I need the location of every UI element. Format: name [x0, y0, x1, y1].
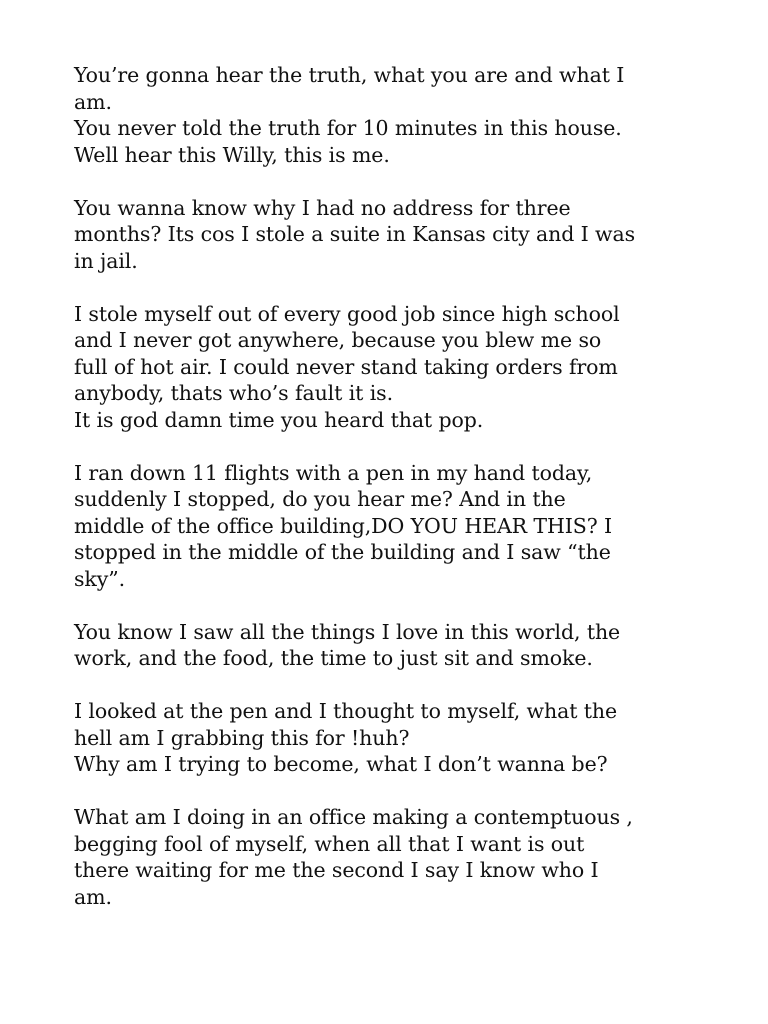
paragraph-7 — [74, 804, 728, 910]
text-line: Well hear this Willy, this is me. — [74, 142, 390, 167]
paragraph-4 — [74, 460, 728, 593]
text-line: middle of the office building,DO YOU HEAR THIS? I — [74, 513, 613, 538]
text-line: Why am I trying to become, what I don’t wanna be? — [74, 752, 608, 776]
text-line: You wanna know why I had no address for three — [74, 195, 571, 220]
text-line: What am I doing in an office making a contemptuous , — [74, 805, 633, 829]
document-body — [74, 62, 728, 910]
text-line: full of hot air. I could never stand taking orders from — [74, 354, 618, 379]
text-line: am. — [74, 89, 112, 114]
text-line: work, and the food, the time to just sit and smoke. — [74, 646, 593, 670]
text-line: and I never got anywhere, because you blew me so — [74, 328, 602, 352]
text-line: You never told the truth for 10 minutes in this house. — [74, 116, 622, 140]
text-line: It is god damn time you heard that pop. — [74, 407, 484, 432]
text-line: anybody, thats who’s fault it is. — [74, 381, 393, 405]
text-line: I stole myself out of every good job since high school — [74, 301, 620, 326]
paragraph-1 — [74, 62, 728, 168]
text-line: months? Its cos I stole a suite in Kansas city and I was — [74, 222, 636, 246]
text-line: am. — [74, 884, 112, 909]
text-line: You’re gonna hear the truth, what you are and what I — [74, 63, 625, 87]
paragraph-3 — [74, 301, 728, 434]
text-line: hell am I grabbing this for !huh? — [74, 725, 410, 750]
text-line: stopped in the middle of the building and I saw “the — [74, 540, 611, 564]
paragraph-2 — [74, 195, 728, 275]
paragraph-5 — [74, 619, 728, 672]
text-line: I ran down 11 flights with a pen in my hand today, — [74, 460, 593, 485]
text-line: suddenly I stopped, do you hear me? And in the — [74, 487, 566, 511]
text-line: begging fool of myself, when all that I want is out — [74, 831, 585, 856]
text-line: sky”. — [74, 566, 126, 591]
text-line: there waiting for me the second I say I know who I — [74, 858, 599, 882]
text-line: You know I saw all the things I love in this world, the — [74, 619, 621, 644]
text-line: I looked at the pen and I thought to myself, what the — [74, 699, 618, 723]
paragraph-6 — [74, 698, 728, 778]
text-line: in jail. — [74, 248, 138, 273]
